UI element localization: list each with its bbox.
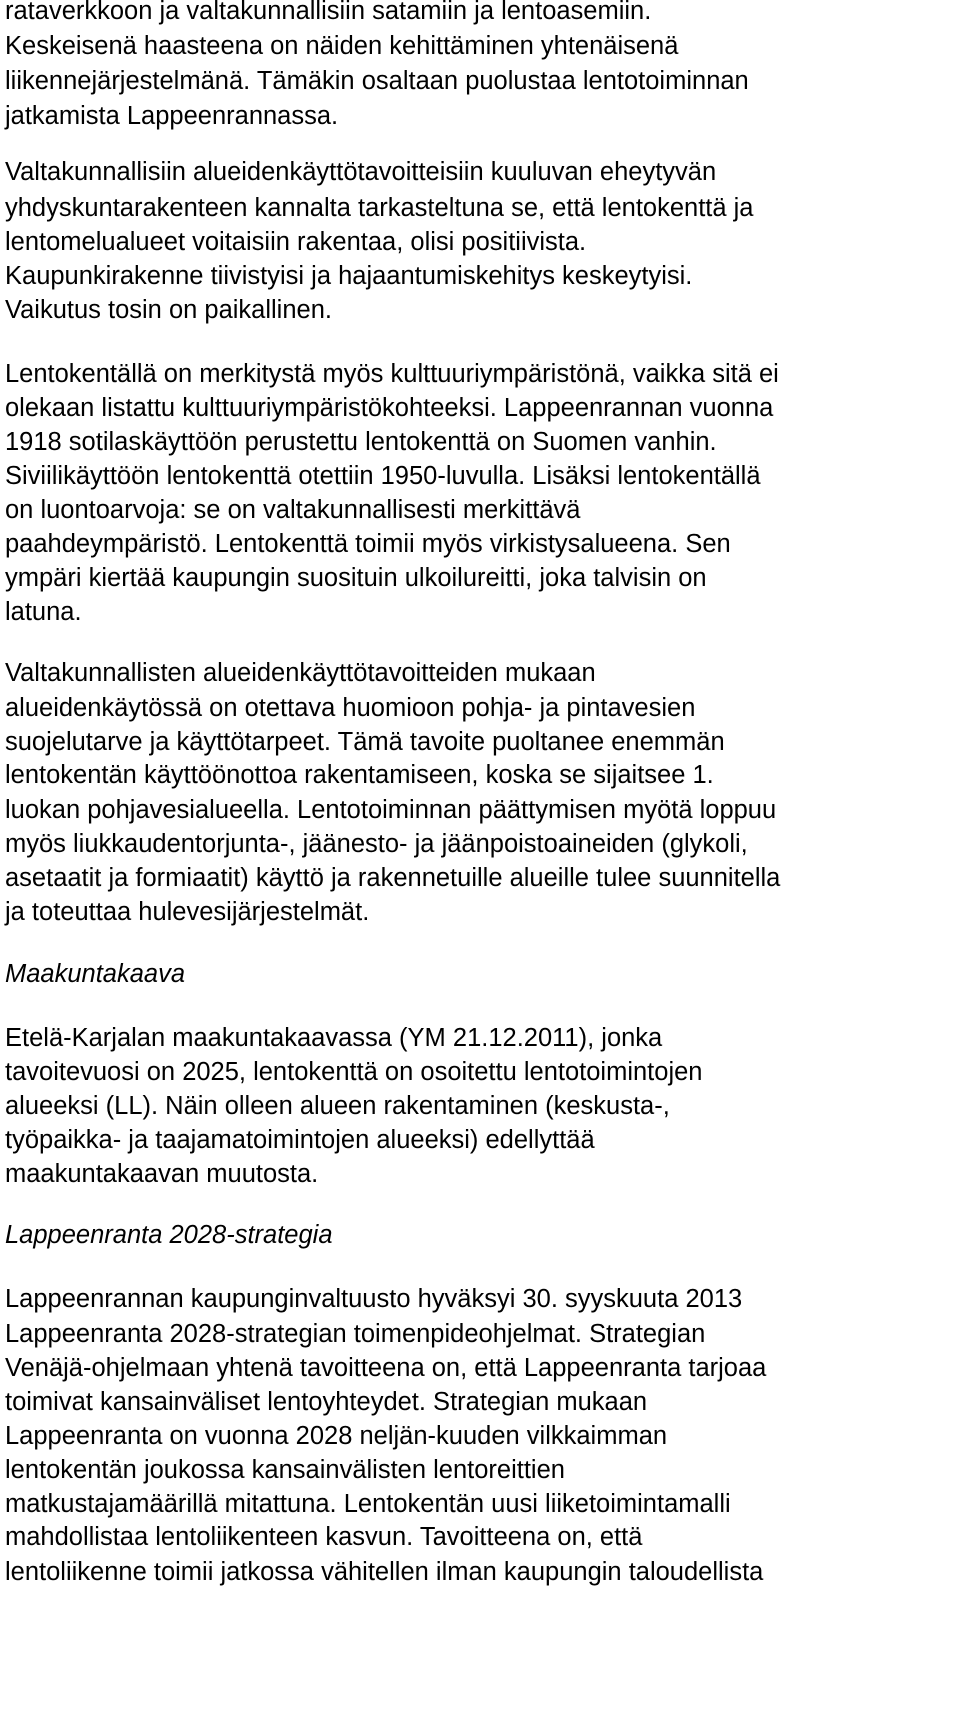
text-line: Venäjä-ohjelmaan yhtenä tavoitteena on, että Lappeenranta tarjoaa [5, 1354, 767, 1382]
section-heading-strategia: Lappeenranta 2028-strategia [5, 1221, 333, 1249]
text-line: lentokentän käyttöönottoa rakentamiseen, koska se sijaitsee 1. [5, 761, 714, 789]
text-line: Valtakunnallisiin alueidenkäyttötavoitteisiin kuuluvan eheytyvän [5, 158, 717, 186]
text-line: alueidenkäytössä on otettava huomioon pohja- ja pintavesien [5, 694, 696, 722]
text-line: mahdollistaa lentoliikenteen kasvun. Tavoitteena on, että [5, 1523, 643, 1551]
text-line: luokan pohjavesialueella. Lentotoiminnan päättymisen myötä loppuu [5, 796, 777, 824]
text-line: 1918 sotilaskäyttöön perustettu lentokenttä on Suomen vanhin. [5, 428, 717, 456]
text-line: ja toteuttaa hulevesijärjestelmät. [5, 898, 370, 926]
text-line: Lappeenranta on vuonna 2028 neljän-kuuden vilkkaimman [5, 1422, 668, 1450]
text-line: alueeksi (LL). Näin olleen alueen rakentaminen (keskusta-, [5, 1092, 670, 1120]
text-line: suojelutarve ja käyttötarpeet. Tämä tavoite puoltanee enemmän [5, 728, 725, 756]
text-line: Lappeenrannan kaupunginvaltuusto hyväksyi 30. syyskuuta 2013 [5, 1285, 743, 1313]
text-line: ympäri kiertää kaupungin suosituin ulkoilureitti, joka talvisin on [5, 564, 707, 592]
text-line: lentoliikenne toimii jatkossa vähitellen ilman kaupungin taloudellista [5, 1558, 764, 1586]
text-line: paahdeympäristö. Lentokenttä toimii myös virkistysalueena. Sen [5, 530, 731, 558]
text-line: Keskeisenä haasteena on näiden kehittäminen yhtenäisenä [5, 32, 679, 60]
text-line: tavoitevuosi on 2025, lentokenttä on osoitettu lentotoimintojen [5, 1058, 703, 1086]
text-line: jatkamista Lappeenrannassa. [5, 102, 339, 130]
text-line: matkustajamäärillä mitattuna. Lentokentän uusi liiketoimintamalli [5, 1490, 731, 1518]
text-line: lentomelualueet voitaisiin rakentaa, olisi positiivista. [5, 228, 587, 256]
section-heading-maakuntakaava: Maakuntakaava [5, 960, 186, 988]
text-line: lentokentän joukossa kansainvälisten lentoreittien [5, 1456, 565, 1484]
text-line: myös liukkaudentorjunta-, jäänesto- ja jäänpoistoaineiden (glykoli, [5, 830, 748, 858]
text-line: asetaatit ja formiaatit) käyttö ja rakennetuille alueille tulee suunnitella [5, 864, 781, 892]
text-line: Siviilikäyttöön lentokenttä otettiin 1950-luvulla. Lisäksi lentokentällä [5, 462, 761, 490]
text-line: Lappeenranta 2028-strategian toimenpideohjelmat. Strategian [5, 1320, 706, 1348]
text-line: Valtakunnallisten alueidenkäyttötavoitteiden mukaan [5, 659, 596, 687]
text-line: liikennejärjestelmänä. Tämäkin osaltaan puolustaa lentotoiminnan [5, 67, 749, 95]
text-line: on luontoarvoja: se on valtakunnallisesti merkittävä [5, 496, 581, 524]
text-line: yhdyskuntarakenteen kannalta tarkasteltuna se, että lentokenttä ja [5, 194, 754, 222]
text-line: Vaikutus tosin on paikallinen. [5, 296, 332, 324]
text-line: latuna. [5, 598, 82, 626]
text-line: rataverkkoon ja valtakunnallisiin satamiin ja lentoasemiin. [5, 0, 652, 25]
text-line: Etelä-Karjalan maakuntakaavassa (YM 21.12.2011), jonka [5, 1024, 663, 1052]
text-line: Lentokentällä on merkitystä myös kulttuuriympäristönä, vaikka sitä ei [5, 360, 779, 388]
text-line: olekaan listattu kulttuuriympäristökohteeksi. Lappeenrannan vuonna [5, 394, 774, 422]
text-line: työpaikka- ja taajamatoimintojen alueeksi) edellyttää [5, 1126, 595, 1154]
text-line: Kaupunkirakenne tiivistyisi ja hajaantumiskehitys keskeytyisi. [5, 262, 693, 290]
text-line: maakuntakaavan muutosta. [5, 1160, 319, 1188]
text-line: toimivat kansainväliset lentoyhteydet. Strategian mukaan [5, 1388, 648, 1416]
